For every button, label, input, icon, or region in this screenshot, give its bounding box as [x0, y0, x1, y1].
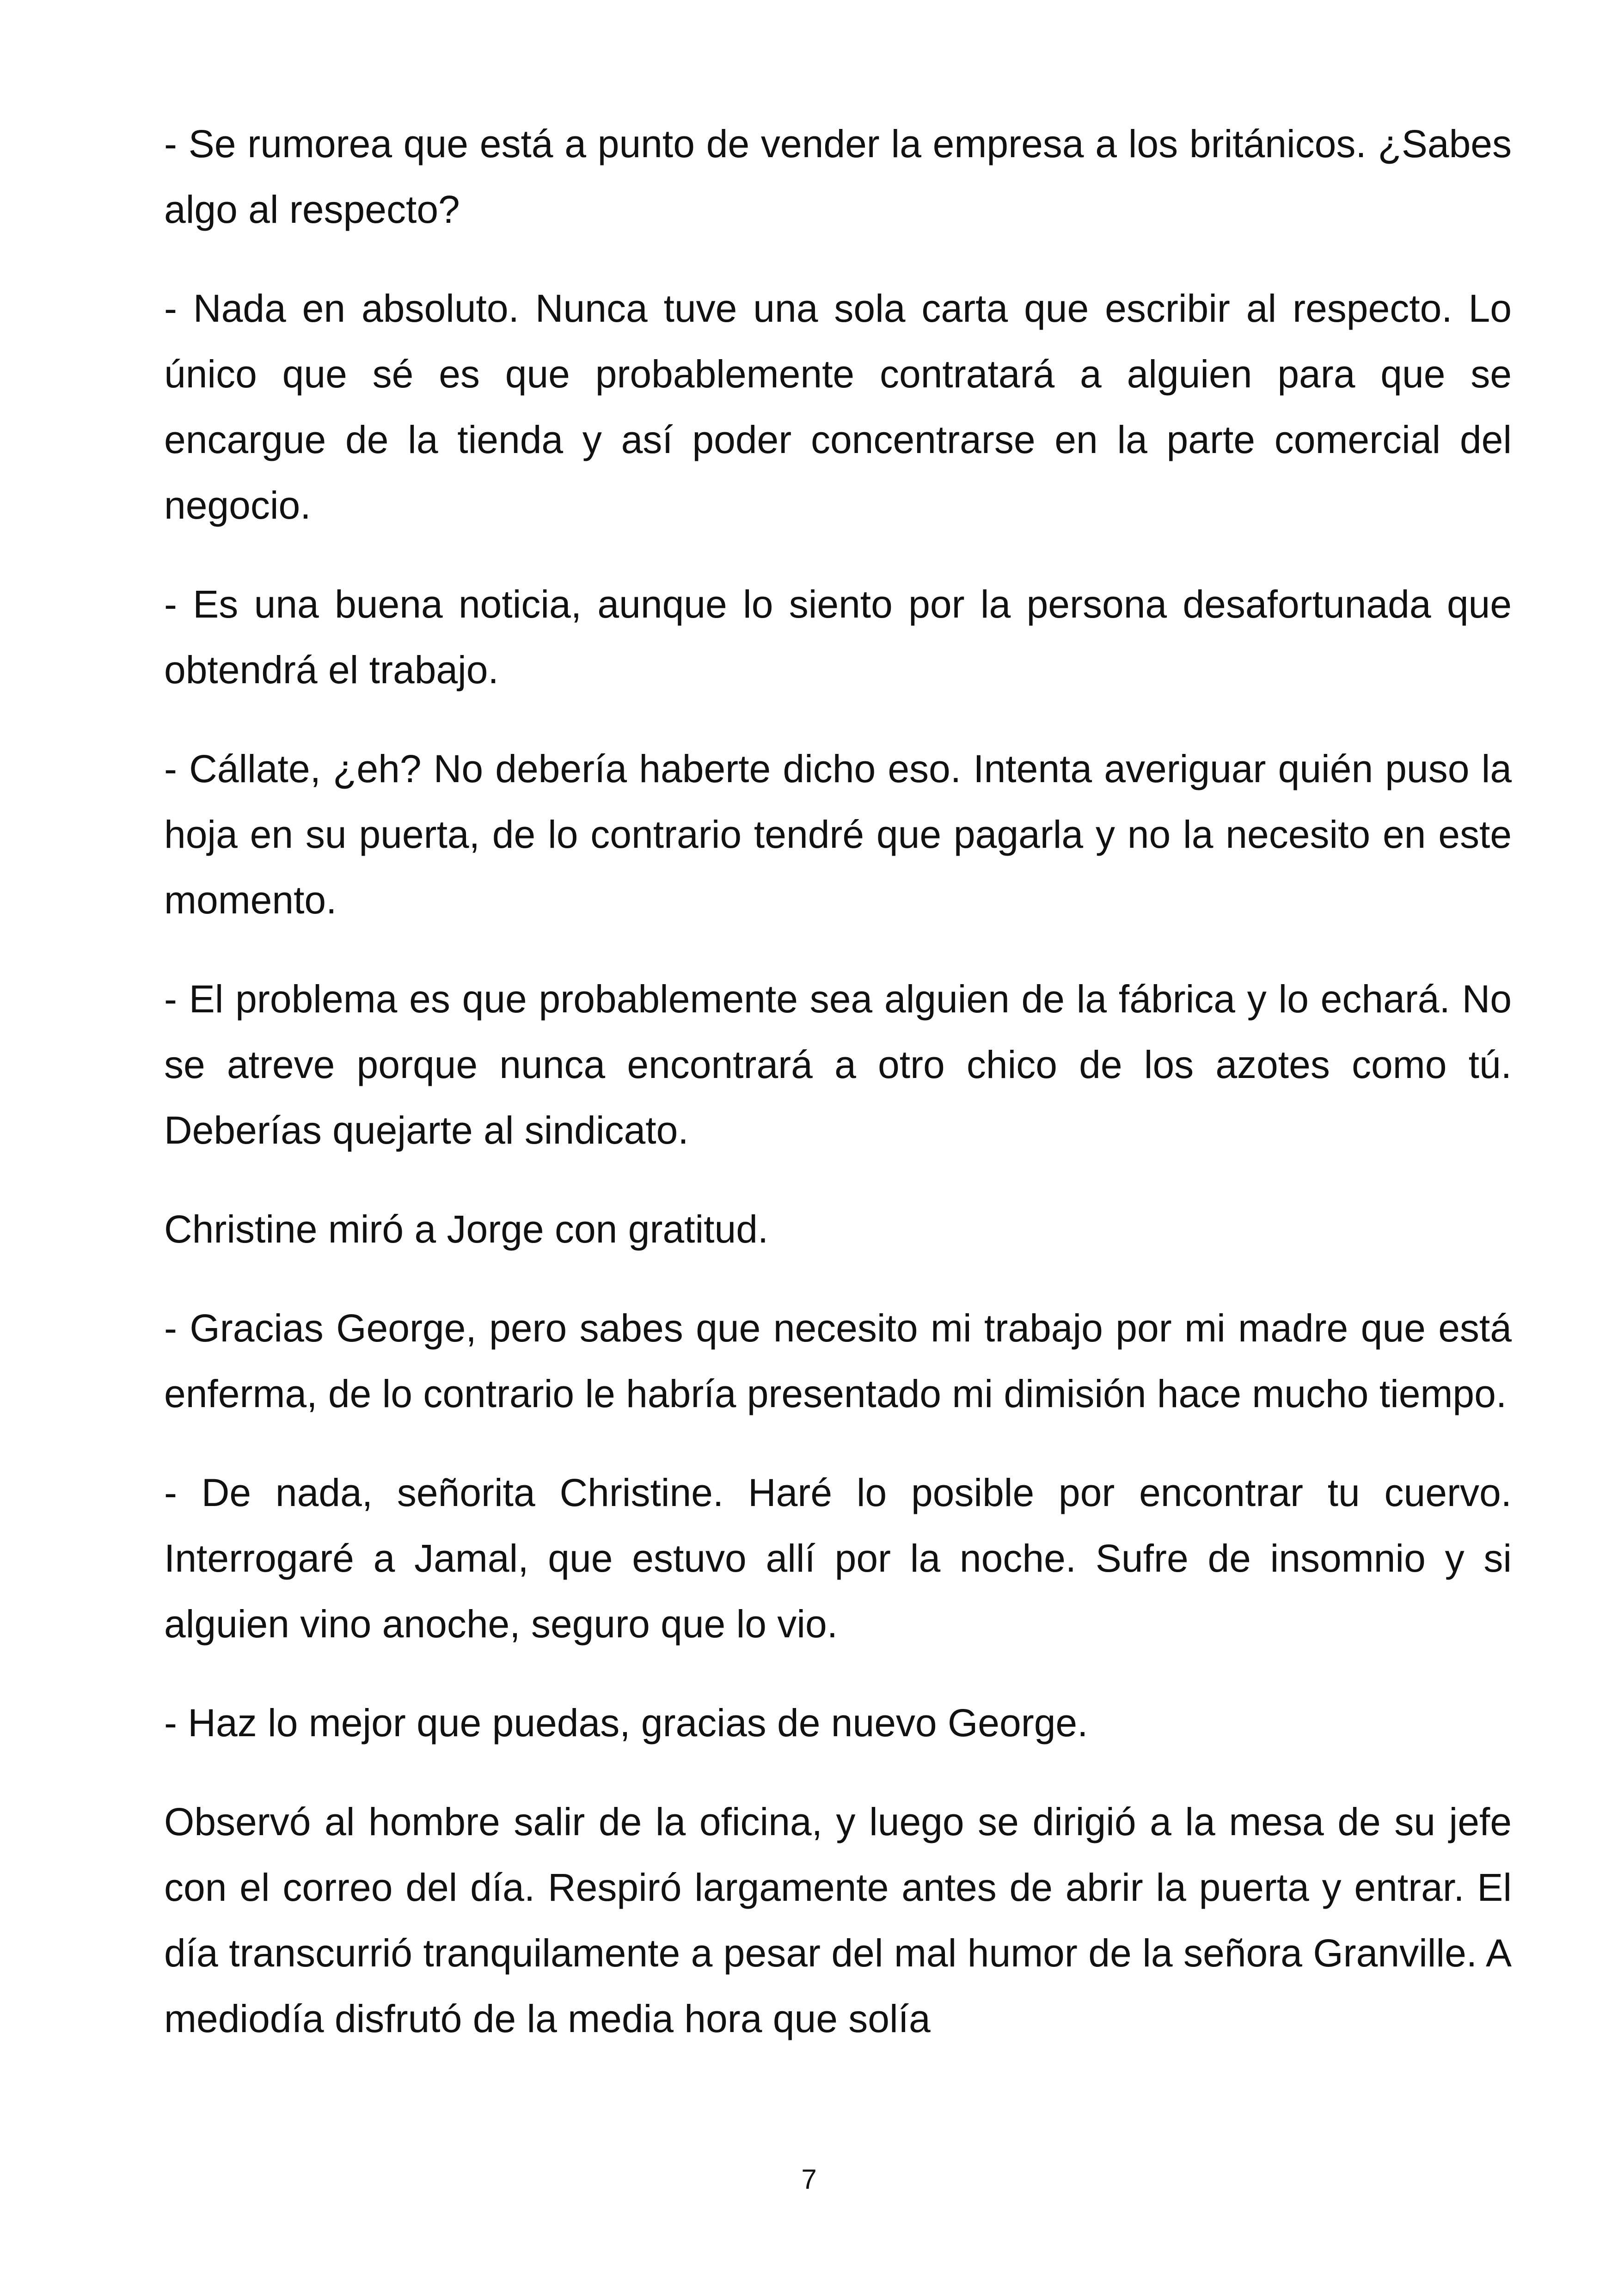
paragraph-9: - Haz lo mejor que puedas, gracias de nuevo George.: [164, 1701, 1088, 1745]
paragraph-10: Observó al hombre salir de la oficina, y luego se dirigió a la mesa de su jefe con el correo del día. Respiró largamente antes de abrir la puerta y entrar. El día transcurrió tranquilamente a pesar del mal humor de la señora Granville. A mediodía disfrutó de la media hora que solía: [164, 1800, 1512, 2040]
paragraph-1: - Se rumorea que está a punto de vender la empresa a los británicos. ¿Sabes algo al respecto?: [164, 122, 1512, 231]
paragraph-2: - Nada en absoluto. Nunca tuve una sola carta que escribir al respecto. Lo único que sé es que probablemente contratará a alguien para que se encargue de la tienda y así poder concentrarse en la parte comercial del negocio.: [164, 287, 1512, 527]
document-page-body: [164, 111, 1512, 2085]
paragraph-8: - De nada, señorita Christine. Haré lo posible por encontrar tu cuervo. Interrogaré a Jamal, que estuvo allí por la noche. Sufre de insomnio y si alguien vino anoche, seguro que lo vio.: [164, 1471, 1512, 1646]
paragraph-4: - Cállate, ¿eh? No debería haberte dicho eso. Intenta averiguar quién puso la hoja en su puerta, de lo contrario tendré que pagarla y no la necesito en este momento.: [164, 747, 1512, 922]
page-number: 7: [801, 2164, 817, 2195]
paragraph-3: - Es una buena noticia, aunque lo siento por la persona desafortunada que obtendrá el trabajo.: [164, 582, 1512, 692]
paragraph-7: - Gracias George, pero sabes que necesito mi trabajo por mi madre que está enferma, de lo contrario le habría presentado mi dimisión hace mucho tiempo.: [164, 1306, 1512, 1415]
paragraph-5: - El problema es que probablemente sea alguien de la fábrica y lo echará. No se atreve porque nunca encontrará a otro chico de los azotes como tú. Deberías quejarte al sindicato.: [164, 977, 1512, 1152]
paragraph-6: Christine miró a Jorge con gratitud.: [164, 1207, 769, 1251]
